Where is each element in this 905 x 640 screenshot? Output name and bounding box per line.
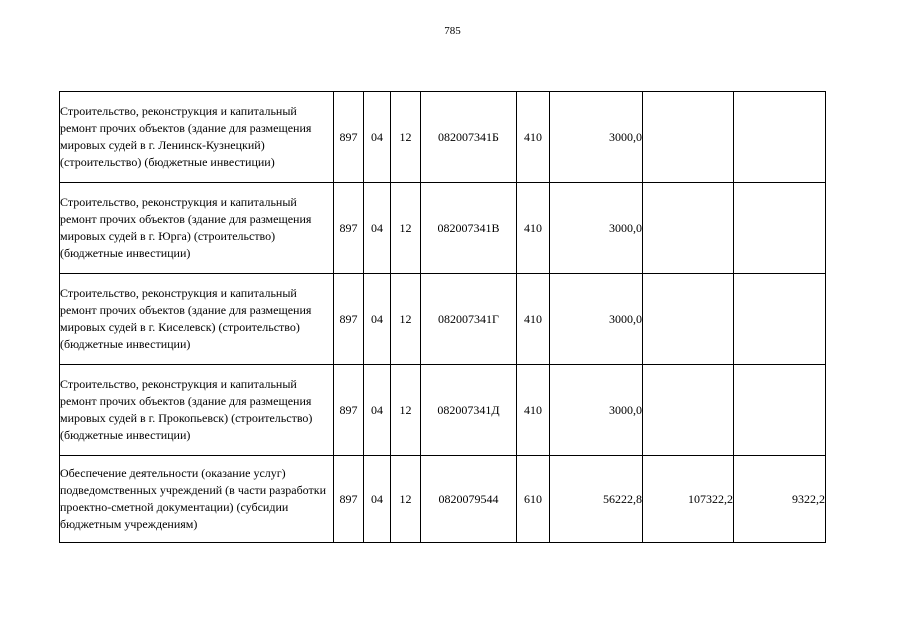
cell-sum-1: 3000,0 [550,365,643,456]
cell-section: 04 [364,183,391,274]
cell-sum-2 [643,365,734,456]
cell-subsection: 12 [391,456,421,543]
cell-subsection: 12 [391,92,421,183]
budget-table [59,91,826,543]
table-row [60,92,826,183]
cell-sum-1: 3000,0 [550,92,643,183]
cell-subsection: 12 [391,365,421,456]
cell-sum-1: 3000,0 [550,274,643,365]
cell-sum-3 [734,274,826,365]
cell-target-code: 082007341Д [421,365,517,456]
cell-section: 04 [364,365,391,456]
cell-description: Строительство, реконструкция и капитальный ремонт прочих объектов (здание для размещения мировых судей в г. Прокопьевск) (строительство) (бюджетные инвестиции) [60,365,334,456]
cell-description: Строительство, реконструкция и капитальный ремонт прочих объектов (здание для размещения мировых судей в г. Юрга) (строительство) (бюджетные инвестиции) [60,183,334,274]
cell-expense-type: 410 [517,92,550,183]
cell-subsection: 12 [391,274,421,365]
cell-description: Строительство, реконструкция и капитальный ремонт прочих объектов (здание для размещения мировых судей в г. Ленинск-Кузнецкий) (строительство) (бюджетные инвестиции) [60,92,334,183]
table-row [60,365,826,456]
cell-subsection: 12 [391,183,421,274]
page-number: 785 [444,25,461,37]
cell-ministry-code: 897 [334,274,364,365]
cell-ministry-code: 897 [334,365,364,456]
cell-target-code: 0820079544 [421,456,517,543]
cell-description: Строительство, реконструкция и капитальный ремонт прочих объектов (здание для размещения мировых судей в г. Киселевск) (строительство) (бюджетные инвестиции) [60,274,334,365]
cell-expense-type: 610 [517,456,550,543]
cell-section: 04 [364,92,391,183]
cell-sum-2 [643,183,734,274]
cell-sum-3 [734,92,826,183]
cell-sum-3: 9322,2 [734,456,826,543]
cell-ministry-code: 897 [334,183,364,274]
cell-sum-2 [643,92,734,183]
cell-ministry-code: 897 [334,92,364,183]
cell-sum-1: 3000,0 [550,183,643,274]
table-row [60,456,826,543]
cell-section: 04 [364,456,391,543]
cell-target-code: 082007341В [421,183,517,274]
cell-sum-3 [734,365,826,456]
cell-target-code: 082007341Б [421,92,517,183]
cell-sum-2: 107322,2 [643,456,734,543]
cell-expense-type: 410 [517,365,550,456]
cell-sum-1: 56222,8 [550,456,643,543]
budget-table-body [60,92,826,543]
cell-target-code: 082007341Г [421,274,517,365]
table-row [60,274,826,365]
cell-description: Обеспечение деятельности (оказание услуг) подведомственных учреждений (в части разработки проектно-сметной документации) (субсидии бюджетным учреждениям) [60,456,334,543]
cell-expense-type: 410 [517,183,550,274]
table-row [60,183,826,274]
cell-expense-type: 410 [517,274,550,365]
cell-ministry-code: 897 [334,456,364,543]
cell-sum-2 [643,274,734,365]
cell-sum-3 [734,183,826,274]
cell-section: 04 [364,274,391,365]
